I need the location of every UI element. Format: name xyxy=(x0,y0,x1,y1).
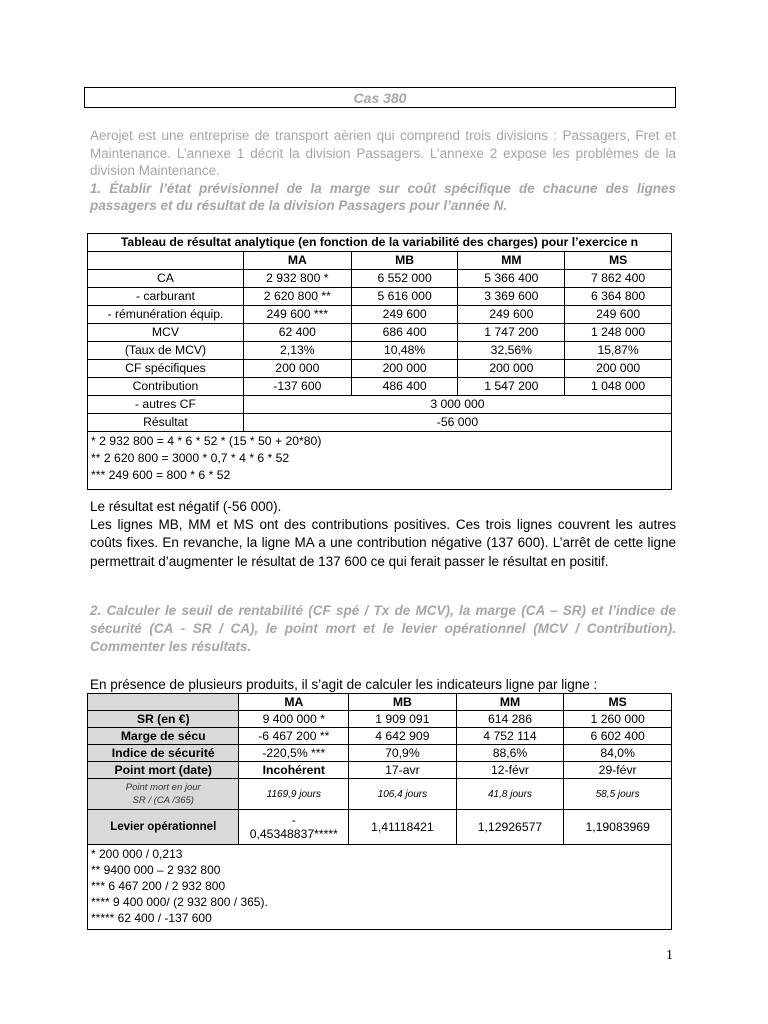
cell: 249 600 xyxy=(351,306,458,324)
cell: 4 642 909 xyxy=(349,728,457,745)
cell: 3 000 000 xyxy=(243,396,671,414)
table1-row xyxy=(88,306,672,324)
row-label xyxy=(88,779,239,810)
cell: -6 467 200 ** xyxy=(239,728,349,745)
cell: 29-févr xyxy=(564,762,672,779)
cell: 41,8 jours xyxy=(456,779,564,810)
cell: -220,5% *** xyxy=(239,745,349,762)
cell xyxy=(239,810,349,845)
cell: 2,13% xyxy=(243,342,351,360)
table2-row xyxy=(88,711,672,728)
cell: 1 909 091 xyxy=(349,711,457,728)
row-label: Point mort (date) xyxy=(88,762,239,779)
cell: 12-févr xyxy=(456,762,564,779)
row-label: (Taux de MCV) xyxy=(88,342,244,360)
table2-col-header: MB xyxy=(349,694,457,711)
table1-row xyxy=(88,360,672,378)
row-label: Contribution xyxy=(88,378,244,396)
result-comment xyxy=(90,498,676,571)
cell: 5 366 400 xyxy=(458,270,565,288)
table2-row xyxy=(88,728,672,745)
table2-notes xyxy=(88,845,672,930)
table2-row-levier xyxy=(88,810,672,845)
cell: 2 620 800 ** xyxy=(243,288,351,306)
cell: 200 000 xyxy=(243,360,351,378)
row-label: MCV xyxy=(88,324,244,342)
cell: 614 286 xyxy=(456,711,564,728)
levier-ma-line: - xyxy=(291,813,296,827)
note: **** 9 400 000/ (2 932 800 / 365). xyxy=(91,895,268,909)
row-label: - carburant xyxy=(88,288,244,306)
table1-row xyxy=(88,324,672,342)
cell: 6 602 400 xyxy=(564,728,672,745)
table1-row xyxy=(88,288,672,306)
cell: 1 048 000 xyxy=(565,378,672,396)
note: ** 2 620 800 = 3000 * 0,7 * 4 * 6 * 52 xyxy=(91,451,290,465)
note: ** 9400 000 – 2 932 800 xyxy=(91,863,221,877)
cell: 3 369 600 xyxy=(458,288,565,306)
cell: Incohérent xyxy=(239,762,349,779)
cell: 200 000 xyxy=(565,360,672,378)
table1-row xyxy=(88,342,672,360)
cell: 88,6% xyxy=(456,745,564,762)
question-1: 1. Établir l’état prévisionnel de la marge sur coût spécifique de chacune des lignes passagers et du résultat de la division Passagers pour l’année N. xyxy=(90,180,676,213)
cell: 249 600 *** xyxy=(243,306,351,324)
row-label: CA xyxy=(88,270,244,288)
cell: 6 552 000 xyxy=(351,270,458,288)
table2-intro: En présence de plusieurs produits, il s’agit de calculer les indicateurs ligne par ligne : xyxy=(90,677,598,692)
note: *** 6 467 200 / 2 932 800 xyxy=(91,879,226,893)
table1-col-header: MA xyxy=(243,252,351,270)
row-label: - autres CF xyxy=(88,396,244,414)
cell: -137 600 xyxy=(243,378,351,396)
result-line-2: Les lignes MB, MM et MS ont des contributions positives. Ces trois lignes couvrent les autres coûts fixes. En revanche, la ligne MA a une contribution négative (137 600). L’arrêt de cette ligne permettrait d’augmenter le résultat de 137 600 ce qui ferait passer le résultat en positif. xyxy=(90,517,676,569)
intro-paragraph xyxy=(90,127,676,215)
cell: 1169,9 jours xyxy=(239,779,349,810)
cell: 6 364 800 xyxy=(565,288,672,306)
analytic-result-table xyxy=(87,233,672,490)
cell: 249 600 xyxy=(458,306,565,324)
cell: 15,87% xyxy=(565,342,672,360)
intro-text: Aerojet est une entreprise de transport aèrien qui comprend trois divisions : Passagers, Fret et Maintenance. L’annexe 1 décrit la division Passagers. L’annexe 2 expose les problèmes de la division Maintenance. xyxy=(90,128,676,178)
row-label: Levier opérationnel xyxy=(88,810,239,845)
row-label: Résultat xyxy=(88,414,244,432)
pm-label-line: SR / (CA /365) xyxy=(132,795,194,806)
table2-row xyxy=(88,745,672,762)
row-label: - rémunération équip. xyxy=(88,306,244,324)
table1-row-autres-cf xyxy=(88,396,672,414)
cell: 686 400 xyxy=(351,324,458,342)
note: * 2 932 800 = 4 * 6 * 52 * (15 * 50 + 20*80) xyxy=(91,434,322,448)
cell: 200 000 xyxy=(351,360,458,378)
question-2: 2. Calculer le seuil de rentabilité (CF spé / Tx de MCV), la marge (CA – SR) et l’indice de sécurité (CA - SR / CA), le point mort et le levier opérationnel (MCV / Contribution). Commenter les résultats. xyxy=(90,603,676,655)
table1-col-header: MM xyxy=(458,252,565,270)
table1-notes xyxy=(88,432,672,490)
row-label: CF spécifiques xyxy=(88,360,244,378)
cell: 1,12926577 xyxy=(456,810,564,845)
table1-caption: Tableau de résultat analytique (en fonction de la variabilité des charges) pour l’exercice n xyxy=(88,234,672,252)
table1-col-header: MS xyxy=(565,252,672,270)
cell: 58,5 jours xyxy=(564,779,672,810)
table2-col-header: MM xyxy=(456,694,564,711)
cell: 7 862 400 xyxy=(565,270,672,288)
cell: 1 547 200 xyxy=(458,378,565,396)
table1-corner xyxy=(88,252,244,270)
cell: 1,19083969 xyxy=(564,810,672,845)
note: * 200 000 / 0,213 xyxy=(91,847,183,861)
table1-row xyxy=(88,378,672,396)
cell: 17-avr xyxy=(349,762,457,779)
cell: 1 248 000 xyxy=(565,324,672,342)
table1-col-header: MB xyxy=(351,252,458,270)
cell: 1,41118421 xyxy=(349,810,457,845)
cell: 486 400 xyxy=(351,378,458,396)
note: *** 249 600 = 800 * 6 * 52 xyxy=(91,468,231,482)
cell: 2 932 800 * xyxy=(243,270,351,288)
table2-col-header: MS xyxy=(564,694,672,711)
row-label: Marge de sécu xyxy=(88,728,239,745)
table2-row xyxy=(88,762,672,779)
table2-corner xyxy=(88,694,239,711)
indicators-table xyxy=(87,693,672,930)
cell: 1 747 200 xyxy=(458,324,565,342)
page-number: 1 xyxy=(666,948,673,963)
cell: 249 600 xyxy=(565,306,672,324)
row-label: SR (en €) xyxy=(88,711,239,728)
cell: -56 000 xyxy=(243,414,671,432)
pm-label-line: Point mort en jour xyxy=(125,782,201,793)
cell: 4 752 114 xyxy=(456,728,564,745)
cell: 9 400 000 * xyxy=(239,711,349,728)
cell: 32,56% xyxy=(458,342,565,360)
row-label: Indice de sécurité xyxy=(88,745,239,762)
cell: 5 616 000 xyxy=(351,288,458,306)
cell: 1 260 000 xyxy=(564,711,672,728)
cell: 84,0% xyxy=(564,745,672,762)
note: ***** 62 400 / -137 600 xyxy=(91,911,212,925)
levier-ma-line: 0,45348837***** xyxy=(249,827,338,841)
table1-row xyxy=(88,270,672,288)
cell: 10,48% xyxy=(351,342,458,360)
result-line-1: Le résultat est négatif (-56 000). xyxy=(90,499,282,514)
case-title: Cas 380 xyxy=(84,87,676,108)
cell: 200 000 xyxy=(458,360,565,378)
cell: 70,9% xyxy=(349,745,457,762)
table2-row-point-mort-jours xyxy=(88,779,672,810)
table2-col-header: MA xyxy=(239,694,349,711)
cell: 106,4 jours xyxy=(349,779,457,810)
table1-row-resultat xyxy=(88,414,672,432)
cell: 62 400 xyxy=(243,324,351,342)
